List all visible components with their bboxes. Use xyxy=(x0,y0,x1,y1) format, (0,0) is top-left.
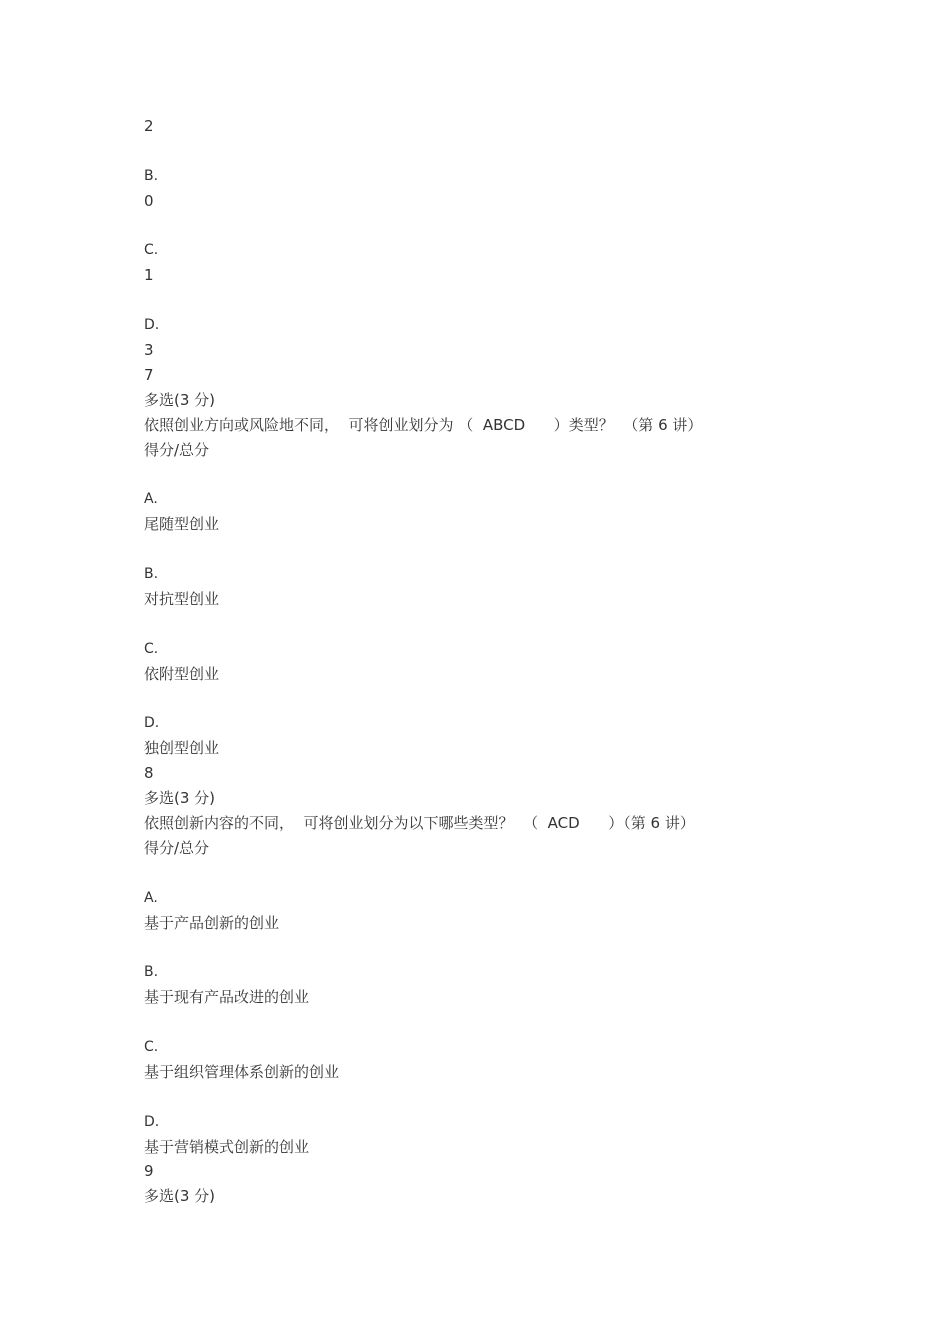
question-type: 多选(3 分) xyxy=(144,390,216,409)
quiz-document xyxy=(144,114,864,1209)
option-a-text: 基于产品创新的创业 xyxy=(144,913,280,932)
option-a-label: A. xyxy=(144,889,158,906)
option-c-label: C. xyxy=(144,640,159,657)
spacer xyxy=(144,1085,864,1110)
option-d-text: 基于营销模式创新的创业 xyxy=(144,1137,310,1156)
option-b-value: 0 xyxy=(144,191,154,210)
option-b-text: 对抗型创业 xyxy=(144,589,220,608)
option-c-text: 依附型创业 xyxy=(144,664,220,683)
spacer xyxy=(144,288,864,313)
spacer xyxy=(144,935,864,960)
spacer xyxy=(144,139,864,164)
option-d-label: D. xyxy=(144,715,160,732)
option-a-value: 2 xyxy=(144,117,154,135)
score-label: 得分/总分 xyxy=(144,838,210,857)
question-number: 9 xyxy=(144,1162,154,1181)
option-c-label: C. xyxy=(144,242,159,259)
spacer xyxy=(144,537,864,562)
option-a-label: A. xyxy=(144,491,158,508)
option-b-text: 基于现有产品改进的创业 xyxy=(144,988,310,1007)
spacer xyxy=(144,612,864,637)
spacer xyxy=(144,1010,864,1035)
question-text: 依照创新内容的不同， 可将创业划分为以下哪些类型？ （ ACD ）（第 6 讲） xyxy=(144,813,695,832)
option-b-label: B. xyxy=(144,167,159,184)
option-d-label: D. xyxy=(144,317,160,334)
question-type: 多选(3 分) xyxy=(144,789,216,808)
option-c-text: 基于组织管理体系创新的创业 xyxy=(144,1062,340,1081)
option-b-label: B. xyxy=(144,566,159,583)
question-text: 依照创业方向或风险地不同， 可将创业划分为 （ ABCD ）类型？ （第 6 讲） xyxy=(144,415,703,434)
spacer xyxy=(144,462,864,487)
option-d-label: D. xyxy=(144,1113,160,1130)
spacer xyxy=(144,686,864,711)
option-d-value: 3 xyxy=(144,341,154,360)
spacer xyxy=(144,861,864,886)
option-d-text: 独创型创业 xyxy=(144,739,220,758)
spacer xyxy=(144,214,864,239)
question-number: 7 xyxy=(144,365,154,384)
question-type: 多选(3 分) xyxy=(144,1187,216,1206)
score-label: 得分/总分 xyxy=(144,440,210,459)
option-b-label: B. xyxy=(144,964,159,981)
option-a-text: 尾随型创业 xyxy=(144,515,220,534)
option-c-value: 1 xyxy=(144,266,154,285)
question-number: 8 xyxy=(144,764,154,783)
option-c-label: C. xyxy=(144,1038,159,1055)
